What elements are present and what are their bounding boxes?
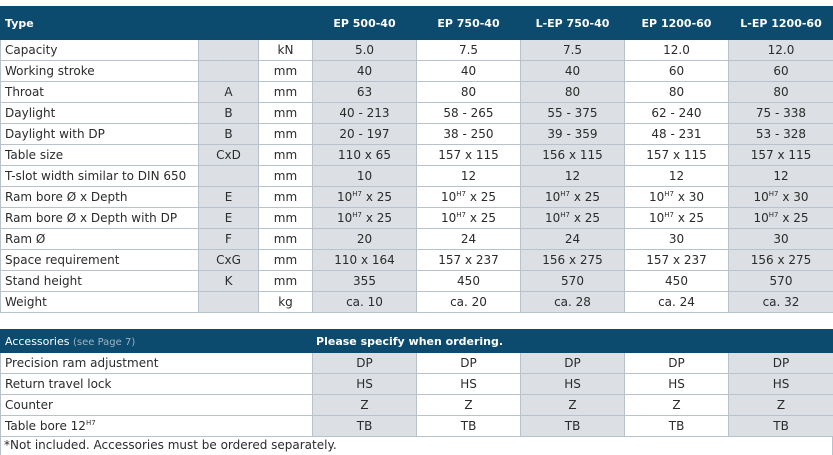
spec-row — [1, 229, 833, 250]
spec-row — [1, 82, 833, 103]
spec-label: Capacity — [1, 40, 199, 61]
spec-value: 62 - 240 — [625, 103, 729, 124]
superscript: H7 — [352, 190, 362, 198]
spec-value: 12.0 — [625, 40, 729, 61]
superscript: H7 — [768, 211, 779, 219]
superscript: H7 — [560, 190, 570, 198]
spec-unit: kg — [259, 292, 313, 313]
spec-label: Space requirement — [1, 250, 199, 271]
accessory-code: TB — [417, 416, 521, 437]
accessory-code: TB — [313, 416, 417, 437]
spec-value: 157 x 115 — [417, 145, 521, 166]
accessory-row — [1, 353, 833, 374]
spec-value: 450 — [625, 271, 729, 292]
accessory-code: TB — [625, 416, 729, 437]
spec-unit: mm — [259, 229, 313, 250]
spec-value: 110 x 164 — [313, 250, 417, 271]
spec-value: 10 — [313, 166, 417, 187]
spec-value: 7.5 — [521, 40, 625, 61]
spec-value: 570 — [521, 271, 625, 292]
spec-label: Throat — [1, 82, 199, 103]
accessory-label: Return travel lock — [1, 374, 313, 395]
accessory-code: Z — [625, 395, 729, 416]
superscript: H7 — [352, 211, 362, 219]
spec-value: 12.0 — [729, 40, 833, 61]
spec-value: ca. 24 — [625, 292, 729, 313]
accessory-row — [1, 395, 833, 416]
accessories-title: Accessories (see Page 7) — [1, 330, 313, 353]
spec-symbol: E — [199, 187, 259, 208]
spec-value: $10^{H7}$ x 25 — [313, 208, 417, 229]
accessory-label: Counter — [1, 395, 313, 416]
spec-value: 75 - 338 — [729, 103, 833, 124]
spec-value: 80 — [625, 82, 729, 103]
spec-value: 63 — [313, 82, 417, 103]
accessory-code: TB — [729, 416, 833, 437]
spec-value: 80 — [521, 82, 625, 103]
superscript: H7 — [85, 419, 96, 427]
spec-value: 60 — [729, 61, 833, 82]
spec-value: 7.5 — [417, 40, 521, 61]
spec-row — [1, 292, 833, 313]
spec-unit: mm — [259, 82, 313, 103]
spec-value: 40 — [417, 61, 521, 82]
spec-value: 30 — [729, 229, 833, 250]
spec-label: Daylight with DP — [1, 124, 199, 145]
spec-row — [1, 40, 833, 61]
model-header: EP 500-40 — [313, 7, 417, 40]
spec-value: 60 — [625, 61, 729, 82]
spec-value: 157 x 237 — [417, 250, 521, 271]
spec-value: 30 — [625, 229, 729, 250]
spec-row — [1, 271, 833, 292]
spec-value: 38 - 250 — [417, 124, 521, 145]
accessory-code: Z — [313, 395, 417, 416]
accessory-label: Precision ram adjustment — [1, 353, 313, 374]
spec-value: 48 - 231 — [625, 124, 729, 145]
spec-row — [1, 208, 833, 229]
spec-symbol: F — [199, 229, 259, 250]
spec-value: 156 x 115 — [521, 145, 625, 166]
spec-symbol — [199, 292, 259, 313]
superscript: H7 — [664, 211, 674, 219]
spec-value: 355 — [313, 271, 417, 292]
spec-symbol — [199, 166, 259, 187]
superscript: H7 — [664, 190, 674, 198]
model-header: EP 750-40 — [417, 7, 521, 40]
spec-unit: mm — [259, 103, 313, 124]
model-header: EP 1200-60 — [625, 7, 729, 40]
spec-value: $10^{H7}$ x 30 — [729, 187, 833, 208]
spec-unit: mm — [259, 124, 313, 145]
accessory-code: DP — [625, 353, 729, 374]
spec-value: 157 x 115 — [729, 145, 833, 166]
accessory-code: DP — [417, 353, 521, 374]
spec-value: 55 - 375 — [521, 103, 625, 124]
spec-label: Table size — [1, 145, 199, 166]
spec-value: 80 — [417, 82, 521, 103]
spec-value: 53 - 328 — [729, 124, 833, 145]
spec-symbol: CxD — [199, 145, 259, 166]
spec-symbol: B — [199, 124, 259, 145]
spec-symbol — [199, 61, 259, 82]
accessory-code: DP — [521, 353, 625, 374]
accessory-code: HS — [729, 374, 833, 395]
accessory-code: TB — [521, 416, 625, 437]
spec-value: $10^{H7}$ x 30 — [625, 187, 729, 208]
spec-value: 40 — [313, 61, 417, 82]
superscript: H7 — [560, 211, 570, 219]
accessories-header-row — [1, 330, 833, 353]
spec-value: 39 - 359 — [521, 124, 625, 145]
spec-unit: mm — [259, 271, 313, 292]
spec-unit: mm — [259, 145, 313, 166]
spec-unit: mm — [259, 166, 313, 187]
spec-value: 450 — [417, 271, 521, 292]
spec-symbol: B — [199, 103, 259, 124]
spec-value: 12 — [625, 166, 729, 187]
footnote: *Not included. Accessories must be ordered separately. — [4, 438, 337, 452]
spec-value: ca. 28 — [521, 292, 625, 313]
spec-value: 570 — [729, 271, 833, 292]
spec-value: 20 — [313, 229, 417, 250]
spec-row — [1, 187, 833, 208]
spec-value: 5.0 — [313, 40, 417, 61]
spec-value: 80 — [729, 82, 833, 103]
spec-symbol: K — [199, 271, 259, 292]
spec-row — [1, 61, 833, 82]
spec-unit: mm — [259, 187, 313, 208]
spec-row — [1, 250, 833, 271]
spec-row — [1, 166, 833, 187]
spec-label: T-slot width similar to DIN 650 — [1, 166, 199, 187]
model-header: L-EP 750-40 — [521, 7, 625, 40]
spec-value: 24 — [417, 229, 521, 250]
accessory-code: DP — [729, 353, 833, 374]
spec-unit: mm — [259, 61, 313, 82]
spec-value: ca. 20 — [417, 292, 521, 313]
spec-value: $10^{H7}$ x 25 — [313, 187, 417, 208]
spec-value: 24 — [521, 229, 625, 250]
specifications-table — [0, 6, 833, 313]
spec-symbol: E — [199, 208, 259, 229]
type-header: Type — [1, 7, 313, 40]
accessory-code: HS — [417, 374, 521, 395]
header-row — [1, 7, 833, 40]
spec-value: ca. 10 — [313, 292, 417, 313]
accessory-code: HS — [625, 374, 729, 395]
spec-value: 20 - 197 — [313, 124, 417, 145]
accessory-code: HS — [521, 374, 625, 395]
superscript: H7 — [768, 190, 779, 198]
spec-value: 157 x 115 — [625, 145, 729, 166]
spec-unit: kN — [259, 40, 313, 61]
spec-value: $10^{H7}$ x 25 — [417, 208, 521, 229]
spec-label: Ram bore Ø x Depth with DP — [1, 208, 199, 229]
spec-label: Ram Ø — [1, 229, 199, 250]
accessory-code: Z — [729, 395, 833, 416]
spec-label: Daylight — [1, 103, 199, 124]
spec-value: 12 — [417, 166, 521, 187]
spec-label: Stand height — [1, 271, 199, 292]
spec-unit: mm — [259, 250, 313, 271]
spec-value: 12 — [729, 166, 833, 187]
spec-value: 156 x 275 — [521, 250, 625, 271]
accessory-code: DP — [313, 353, 417, 374]
accessory-row — [1, 416, 833, 437]
spec-value: 156 x 275 — [729, 250, 833, 271]
spec-label: Working stroke — [1, 61, 199, 82]
accessory-label: Table bore $12^{H7}$ — [1, 416, 313, 437]
spec-value: $10^{H7}$ x 25 — [625, 208, 729, 229]
accessory-code: Z — [521, 395, 625, 416]
spec-value: 40 — [521, 61, 625, 82]
spec-symbol — [199, 40, 259, 61]
accessories-table — [0, 329, 833, 437]
spec-value: 157 x 237 — [625, 250, 729, 271]
spec-label: Weight — [1, 292, 199, 313]
spec-value: 40 - 213 — [313, 103, 417, 124]
spec-row — [1, 145, 833, 166]
spec-value: $10^{H7}$ x 25 — [521, 208, 625, 229]
superscript: H7 — [456, 190, 466, 198]
spec-value: ca. 32 — [729, 292, 833, 313]
spec-label: Ram bore Ø x Depth — [1, 187, 199, 208]
ordering-note: Please specify when ordering. — [313, 330, 833, 353]
spec-value: $10^{H7}$ x 25 — [521, 187, 625, 208]
spec-value: 110 x 65 — [313, 145, 417, 166]
superscript: H7 — [456, 211, 466, 219]
spec-value: 58 - 265 — [417, 103, 521, 124]
spec-value: $10^{H7}$ x 25 — [417, 187, 521, 208]
model-header: L-EP 1200-60 — [729, 7, 833, 40]
spec-value: $10^{H7}$ x 25 — [729, 208, 833, 229]
spec-row — [1, 124, 833, 145]
spec-value: 12 — [521, 166, 625, 187]
accessories-subtitle: (see Page 7) — [72, 336, 136, 348]
spec-unit: mm — [259, 208, 313, 229]
spec-symbol: A — [199, 82, 259, 103]
spec-symbol: CxG — [199, 250, 259, 271]
accessory-row — [1, 374, 833, 395]
accessory-code: HS — [313, 374, 417, 395]
accessory-code: Z — [417, 395, 521, 416]
spec-row — [1, 103, 833, 124]
